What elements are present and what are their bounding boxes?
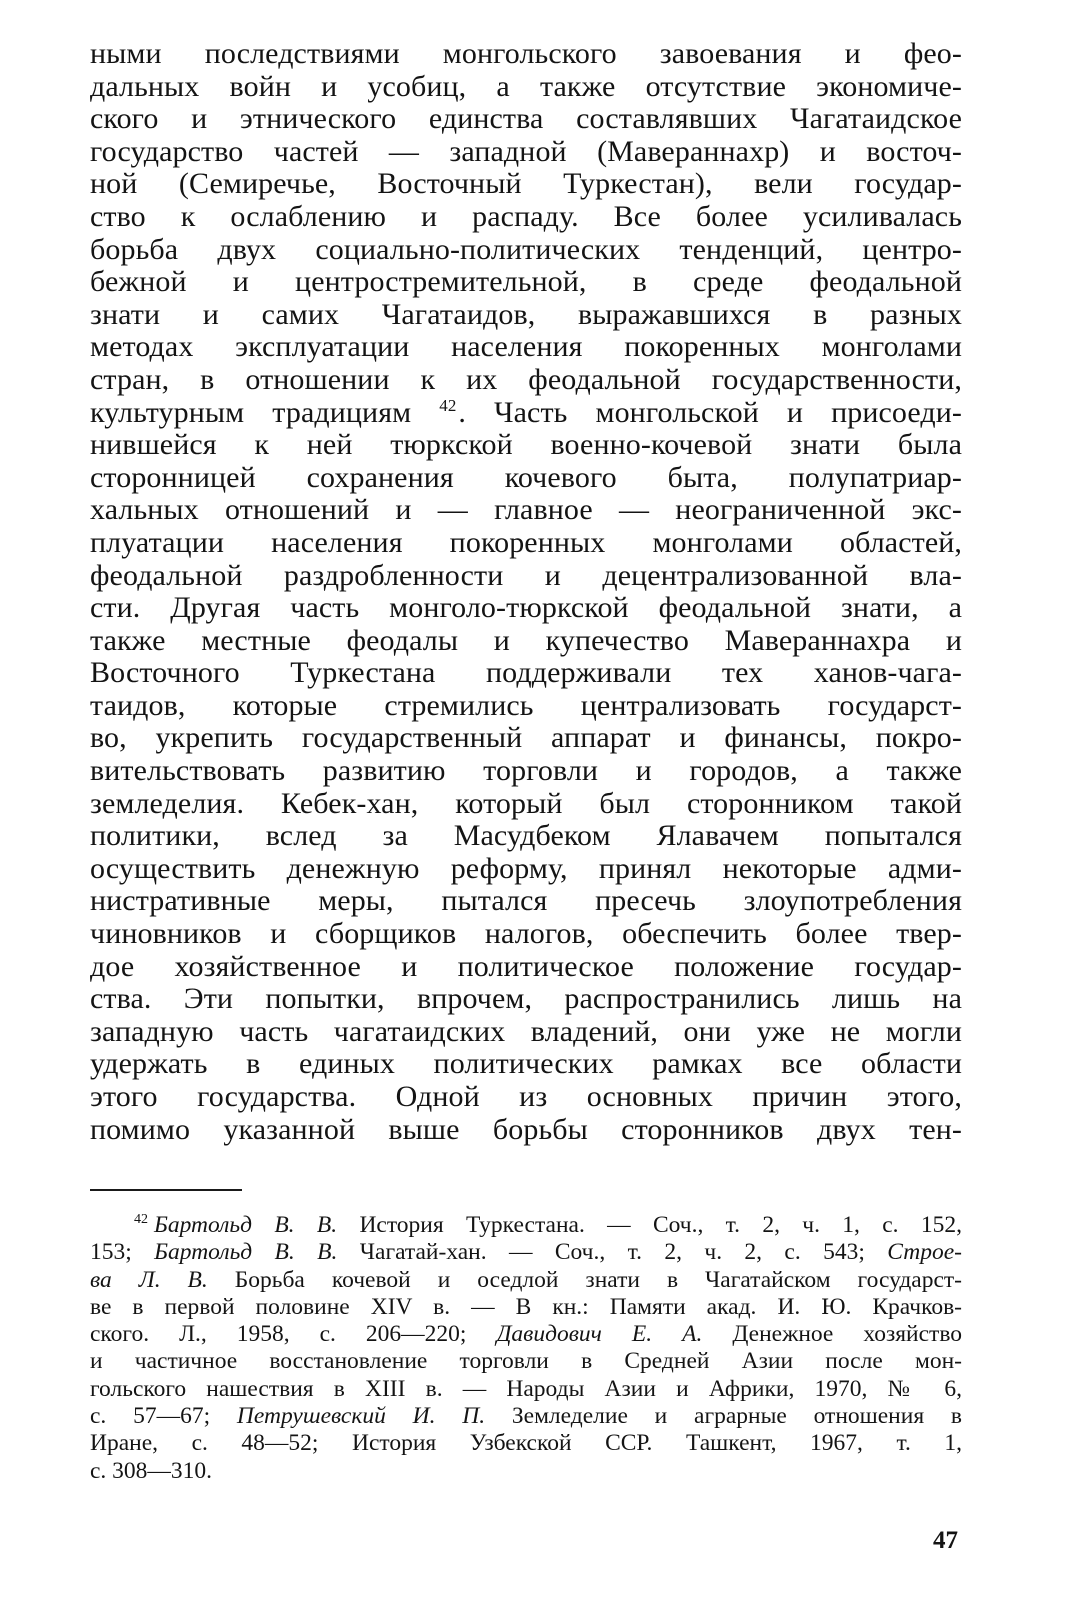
author-name: Бартольд В. В. — [154, 1239, 338, 1266]
footnote-text: Чагатай-хан. — Соч., т. 2, ч. 2, с. 543; — [359, 1239, 865, 1266]
text-line: плуатации населения покоренных монголами областей, — [90, 525, 962, 559]
text-line: также местные феодалы и купечество Мавераннахра и — [90, 623, 962, 657]
text-line: дальных войн и усобиц, а также отсутствие экономиче- — [90, 69, 962, 103]
text-line: помимо указанной выше борьбы сторонников двух тен- — [90, 1112, 962, 1146]
footnote-text: Борьба кочевой и оседлой знати в Чагатайском государст- — [234, 1266, 962, 1293]
text-line: бежной и центростремительной, в среде феодальной — [90, 265, 962, 299]
text-line: ными последствиями монгольского завоевания и фео- — [90, 37, 962, 70]
footnote-reference[interactable]: 42 — [439, 395, 457, 415]
author-name: Давидович Е. А. — [496, 1321, 703, 1348]
text-line: феодальной раздробленности и децентрализованной вла- — [90, 558, 962, 592]
footnote-line — [90, 1403, 962, 1430]
text-line: ства. Эти попытки, впрочем, распространились лишь на — [90, 982, 962, 1016]
footnote-line: с. 308—310. — [90, 1457, 213, 1484]
text-fragment: . Часть монгольской и присоеди- — [458, 395, 962, 429]
author-name: Строе- — [887, 1239, 962, 1266]
footnote-line: ве в первой половине XIV в. — В кн.: Памяти акад. И. Ю. Крачков- — [90, 1293, 962, 1320]
footnote-42 — [90, 1212, 962, 1485]
text-line: хальных отношений и — главное — неограниченной экс- — [90, 493, 962, 527]
author-name: Петрушевский И. П. — [236, 1403, 486, 1430]
text-line: ной (Семиречье, Восточный Туркестан), вели государ- — [90, 167, 962, 201]
text-line: знати и самих Чагатаидов, выражавшихся в разных — [90, 297, 962, 331]
text-line: осуществить денежную реформу, принял некоторые адми- — [90, 851, 962, 885]
footnote-text: ского. Л., 1958, с. 206—220; — [90, 1321, 467, 1348]
text-line: этого государства. Одной из основных причин этого, — [90, 1080, 962, 1113]
author-name: ва Л. В. — [90, 1266, 208, 1293]
text-fragment: культурным традициям — [90, 395, 412, 429]
page-number: 47 — [933, 1527, 958, 1554]
footnote-line — [90, 1239, 962, 1266]
text-line: западную часть чагатаидских владений, они уже не могли — [90, 1014, 962, 1048]
text-line-with-footnote-ref — [90, 397, 962, 430]
text-line: удержать в единых политических рамках все области — [90, 1047, 962, 1081]
text-line: сти. Другая часть монголо-тюркской феодальной знати, а — [90, 591, 962, 625]
text-line: вительствовать развитию торговли и городов, а также — [90, 754, 962, 788]
text-line: во, укрепить государственный аппарат и финансы, покро- — [90, 721, 962, 755]
footnote-line: и частичное восстановление торговли в Средней Азии после мон- — [90, 1348, 962, 1375]
text-line: сторонницей сохранения кочевого быта, полупатриар- — [90, 460, 962, 494]
footnote-text: с. 57—67; — [90, 1403, 211, 1430]
footnote-line — [90, 1212, 962, 1239]
text-line: государство частей — западной (Мавераннахр) и восточ- — [90, 134, 962, 168]
text-line: стран, в отношении к их феодальной государственности, — [90, 362, 962, 396]
footnote-line — [90, 1321, 962, 1348]
footnote-line: гольского нашествия в XIII в. — Народы Азии и Африки, 1970, № 6, — [90, 1375, 962, 1402]
text-line: дое хозяйственное и политическое положение государ- — [90, 949, 962, 983]
text-line: чиновников и сборщиков налогов, обеспечить более твер- — [90, 917, 962, 951]
text-line: таидов, которые стремились централизовать государст- — [90, 688, 962, 722]
text-line: политики, вслед за Масудбеком Ялавачем попытался — [90, 819, 962, 853]
text-line: нившейся к ней тюркской военно-кочевой знати была — [90, 428, 962, 462]
main-text — [90, 38, 962, 1211]
footnote-divider — [90, 1189, 242, 1191]
footnote-text: 153; — [90, 1239, 132, 1266]
text-line: методах эксплуатации населения покоренных монголами — [90, 330, 962, 364]
footnote-line — [90, 1267, 962, 1294]
text-line: земледелия. Кебек-хан, который был сторонником такой — [90, 786, 962, 820]
text-line: борьба двух социально-политических тенденций, центро- — [90, 232, 962, 266]
footnote-text: Денежное хозяйство — [732, 1321, 963, 1348]
text-line: ского и этнического единства составлявших Чагатаидское — [90, 102, 962, 136]
text-line: ство к ослаблению и распаду. Все более усиливалась — [90, 199, 962, 233]
text-line: Восточного Туркестана поддерживали тех ханов-чага- — [90, 656, 962, 690]
text-line: нистративные меры, пытался пресечь злоупотребления — [90, 884, 962, 918]
footnote-text: Земледелие и аграрные отношения в — [511, 1403, 963, 1430]
author-name: Бартольд В. В. — [154, 1212, 338, 1238]
text-line — [90, 1146, 962, 1179]
footnote-text: История Туркестана. — Соч., т. 2, ч. 1, с. 152, — [359, 1212, 962, 1238]
text-line — [90, 1179, 962, 1212]
footnote-line: Иране, с. 48—52; История Узбекской ССР. Ташкент, 1967, т. 1, — [90, 1430, 962, 1457]
footnote-number: 42 — [134, 1212, 148, 1227]
